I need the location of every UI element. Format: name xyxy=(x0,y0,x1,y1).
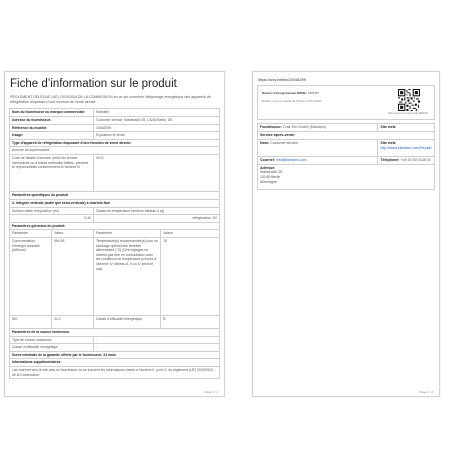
regulation-intro: RÈGLEMENT DÉLÉGUÉ (UE) 2019/2018 DE LA COMMISSION en ce qui concerne l’étiquetage énergétique des appareils de réfrigération disposant d’une fonction de vente directe xyxy=(10,94,211,104)
efficiency-class-value: B xyxy=(161,316,220,329)
light-params-label: Paramètres de la source lumineuse: xyxy=(10,329,220,337)
light-type-label: Type de source lumineuse xyxy=(10,336,94,344)
name-cell xyxy=(258,139,378,156)
name-value: Customer service xyxy=(270,140,299,145)
temp-class-label: Classe de température (selon le tableau 4 a)) xyxy=(94,207,220,215)
document-page-1 xyxy=(4,71,225,397)
supplier-name-value: Klarstein xyxy=(94,109,220,117)
extra-info-label: Informations supplémentaires: xyxy=(10,359,220,367)
address-cell xyxy=(258,164,435,189)
col-header-value-2: Valeur xyxy=(161,230,220,238)
temp-class-value: réfrigérateur: H2 xyxy=(94,215,220,223)
supplier-address-value: Customer service, Wallstraße 25, 10245 Berlin, DE xyxy=(94,117,220,125)
supplier-table xyxy=(257,123,435,190)
product-url[interactable]: https://uvs.berlin/10048299 xyxy=(258,77,307,82)
phone-label: Téléphone: xyxy=(380,157,400,162)
model-ref-label: Référence du modèle: xyxy=(10,124,94,132)
phone-value: +49 30 40 0138 00 xyxy=(400,157,431,162)
warranty-label: Durée minimale de la garantie offerte par le fournisseur: 24 mois xyxy=(10,351,220,359)
col-header-param-2: Paramètre xyxy=(94,230,161,238)
address-label: Adresse: xyxy=(260,165,276,170)
website2-label: Site web: xyxy=(380,140,397,145)
usage-label: Usage: xyxy=(10,132,94,140)
eprel-model-note: Modèle mis sur le marché de l’Union en (CTL)/2020 xyxy=(262,100,322,103)
supplier-name-label: Nom du fournisseur ou marque commerciale: xyxy=(10,109,94,117)
general-params-label: Paramètres généraux du produit: xyxy=(10,222,220,230)
light-class-label: Classe d’efficacité énergétique xyxy=(10,344,94,352)
col-header-value: Valeur xyxy=(52,230,94,238)
page-footer: Page 1 / 2 xyxy=(204,390,218,394)
email-cell xyxy=(258,156,378,164)
qr-code-icon xyxy=(398,89,420,111)
website2-cell xyxy=(378,139,435,156)
model-ref-value: 10048299 xyxy=(94,124,220,132)
after-sales-label: Service après-vente: xyxy=(258,131,435,139)
address-line-3: Allemagne xyxy=(260,180,277,185)
website-label: Site web: xyxy=(378,124,435,132)
appliance-type-label: Type d’appareil de réfrigération disposant d’une fonction de vente directe: xyxy=(10,139,220,147)
eprel-qr-box xyxy=(257,85,435,120)
website2-link[interactable]: http://www.klarstein.com/Repair/ xyxy=(380,145,432,150)
recommended-temperature-label: Température(s) recommandée(s) pour un stockage optimal des denrées alimentaires (°C) (Ces réglages ne doivent pas être en contradiction avec les conditions de température prévues à l’annexe IV, tableau 4, 5 ou 6, selon le cas) xyxy=(94,238,161,316)
product-info-table xyxy=(9,108,220,379)
extra-info-value: Lien internet vers le site web du fournisseur où se trouvent les informations visées à l’annexe II, point 3, du règlement (UE) 2019/2024 de la Commission: xyxy=(10,366,220,378)
supplier-value: Chal-Tec GmbH (Klarstein) xyxy=(282,125,326,129)
eprel-label: Numéro d’enregistrement EPREL: xyxy=(262,91,308,95)
light-type-value: - xyxy=(94,336,220,344)
supplier-address-label: Adresse du fournisseur: xyxy=(10,117,94,125)
vertical-cabinet-label: 4. Intégrée verticale (autre que semi-verticale) à chariots Non xyxy=(10,199,220,207)
phone-cell xyxy=(378,156,435,164)
name-label: Nom: xyxy=(260,140,270,145)
address-line-2: 10245 Berlin xyxy=(260,175,281,180)
display-area-label: Surface totale d’exposition (m²) xyxy=(10,207,94,215)
col-header-param: Paramètre xyxy=(10,230,52,238)
appliance-type-value: Armoire de supermarché xyxy=(10,147,220,155)
document-page-2 xyxy=(252,71,440,397)
eei-value: 34,2 xyxy=(52,316,94,329)
email-label: Courriel: xyxy=(260,157,275,162)
family-code-value: IVC4 xyxy=(94,155,220,192)
supplier-label: Fournisseur: xyxy=(260,125,282,129)
eprel-url[interactable]: https://eprel.ec.europa.eu/qr/1882287 xyxy=(388,112,428,115)
usage-value: Exposition et vente xyxy=(94,132,220,140)
family-code-label: Code de famille d’armoire, selon les termes harmonisés ou d’autres méthodes fiables, précises et reproductibles conformément à l’annexe IV xyxy=(10,155,94,192)
supplier-cell xyxy=(258,124,378,132)
light-class-value: - xyxy=(94,344,220,352)
page-footer-2: Page 2 / 2 xyxy=(419,390,433,394)
specific-params-label: Paramètres spécifiques du produit xyxy=(10,192,220,200)
address-line-1: Wallstraße 25 xyxy=(260,170,283,175)
display-area-value: 0,40 xyxy=(10,215,94,223)
energy-consumption-value: 594,95 xyxy=(52,238,94,316)
eprel-value: 1882287 xyxy=(308,91,319,95)
recommended-temperature-value: 15 xyxy=(161,238,220,316)
email-link[interactable]: info@klarstein.com xyxy=(275,157,307,162)
energy-consumption-label: Consommation d’énergie annuelle (kWh/an) xyxy=(10,238,52,316)
eei-label: IEE xyxy=(10,316,52,329)
page-title: Fiche d’information sur le produit xyxy=(10,78,177,90)
efficiency-class-label: Classe d’efficacité énergétique xyxy=(94,316,161,329)
